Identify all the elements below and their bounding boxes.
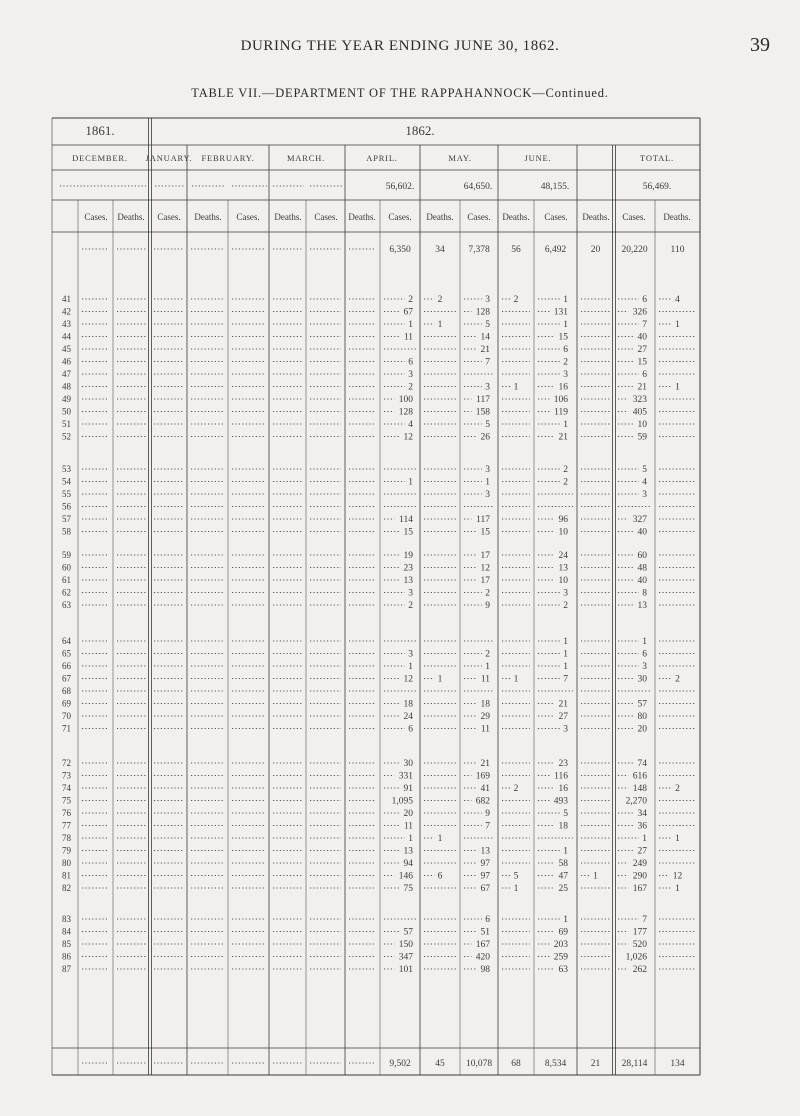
cell-ac: 3 (408, 370, 413, 380)
cell-tc: 20 (637, 724, 647, 735)
summary-tc: 20,220 (621, 245, 648, 255)
cell-td: 1 (675, 320, 680, 330)
table-title: TABLE VII.—DEPARTMENT OF THE RAPPAHANNOCK—Continued. (191, 86, 609, 100)
cell-jc: 27 (558, 712, 568, 722)
cell-ac: 3 (408, 588, 413, 599)
cell-mc: 18 (480, 699, 490, 710)
cell-jc: 16 (558, 382, 568, 393)
cell-ac: 20 (403, 809, 413, 819)
cell-jc: 3 (563, 588, 568, 599)
col-header-cases: Cases. (467, 212, 491, 222)
row-number: 77 (62, 820, 71, 831)
cell-jc: 25 (558, 884, 568, 894)
cell-mc: 41 (480, 784, 490, 794)
row-number: 65 (62, 648, 71, 659)
month-december: DECEMBER. (72, 153, 128, 163)
row-number: 85 (62, 939, 71, 949)
row-number: 46 (62, 356, 71, 367)
cell-ac: 11 (403, 821, 413, 832)
cell-mc: 3 (485, 382, 490, 393)
row-number: 69 (62, 698, 71, 709)
cell-md: 1 (513, 382, 519, 393)
row-number: 71 (62, 723, 71, 734)
row-number: 87 (62, 964, 71, 974)
cell-ac: 101 (398, 965, 413, 975)
cell-jc: 6 (563, 345, 568, 355)
col-header-deaths: Deaths. (426, 212, 454, 222)
summary-mc: 7,378 (468, 245, 490, 255)
cell-ac: 13 (403, 576, 413, 586)
row-number: 73 (62, 770, 71, 781)
summary-td: 110 (670, 245, 685, 255)
cell-ac: 150 (398, 940, 413, 950)
cell-mc: 3 (485, 465, 490, 475)
total-td: 134 (670, 1059, 685, 1069)
cell-jc: 1 (563, 637, 568, 647)
cell-jc: 1 (563, 662, 568, 672)
cell-ac: 15 (403, 527, 413, 538)
cell-jc: 2 (563, 601, 568, 611)
cell-tc: 3 (642, 662, 647, 672)
cell-tc: 177 (632, 927, 647, 938)
cell-tc: 6 (642, 370, 647, 380)
cell-mc: 117 (476, 395, 490, 405)
cell-jc: 1 (563, 649, 568, 660)
row-number: 41 (62, 294, 71, 304)
row-number: 43 (62, 319, 71, 329)
cell-md: 1 (513, 884, 519, 894)
cell-jc: 1 (563, 915, 568, 925)
cell-jc: 116 (554, 771, 568, 782)
month-june: JUNE. (524, 153, 552, 163)
row-number: 44 (62, 331, 71, 342)
row-number: 82 (62, 883, 71, 893)
cell-tc: 249 (632, 859, 647, 869)
cell-ac: 12 (403, 674, 413, 685)
cell-mc: 14 (480, 332, 490, 343)
total-ac: 9,502 (389, 1059, 411, 1069)
cell-tc: 326 (632, 307, 647, 318)
row-number: 53 (62, 464, 71, 474)
cell-tc: 40 (637, 527, 647, 538)
cell-mc: 1 (485, 477, 490, 488)
row-number: 63 (62, 600, 71, 610)
cell-mc: 26 (480, 432, 490, 443)
cell-td: 2 (675, 784, 680, 794)
row-number: 67 (62, 673, 71, 684)
cell-ac: 18 (403, 699, 413, 710)
cell-td: 1 (675, 834, 680, 844)
cell-mc: 51 (480, 927, 490, 938)
cell-ac: 75 (403, 884, 413, 894)
col-header-deaths: Deaths. (194, 212, 222, 222)
cell-tc: 405 (632, 407, 647, 418)
cell-mc: 13 (480, 846, 490, 857)
col-header-deaths: Deaths. (274, 212, 302, 222)
cell-tc: 27 (637, 846, 647, 857)
cell-ac: 67 (403, 307, 413, 318)
row-number: 61 (62, 575, 71, 585)
cell-ad: 6 (437, 871, 443, 882)
cell-mc: 17 (480, 576, 490, 586)
col-header-deaths: Deaths. (348, 212, 376, 222)
cell-jc: 21 (558, 699, 568, 710)
cell-td: 1 (675, 382, 680, 393)
cell-tc: 262 (632, 965, 647, 975)
cell-ac: 13 (403, 846, 413, 857)
row-number: 70 (62, 711, 71, 721)
cell-tc: 30 (637, 674, 647, 685)
row-number: 62 (62, 587, 71, 598)
col-header-deaths: Deaths. (663, 212, 691, 222)
cell-tc: 15 (637, 357, 647, 368)
cell-jc: 1 (563, 846, 568, 857)
cell-tc: 1 (642, 834, 647, 844)
cell-ac: 6 (408, 724, 413, 735)
year-1862: 1862. (405, 123, 435, 138)
year-1861: 1861. (85, 123, 115, 138)
cell-ad: 1 (437, 674, 443, 685)
cell-mc: 158 (475, 407, 490, 418)
cell-jc: 493 (553, 796, 568, 807)
row-number: 80 (62, 858, 71, 868)
summary-ac: 6,350 (389, 245, 411, 255)
col-header-cases: Cases. (388, 212, 412, 222)
cell-mc: 11 (480, 674, 490, 685)
cell-ac: 146 (398, 871, 413, 882)
cell-jc: 1 (563, 320, 568, 330)
cell-jc: 24 (558, 551, 568, 561)
row-number: 60 (62, 562, 71, 573)
cell-jc: 47 (558, 871, 568, 882)
cell-ac: 2 (408, 382, 413, 393)
cell-ac: 1 (408, 662, 413, 672)
strength-april: 56,602. (385, 182, 415, 192)
col-header-deaths: Deaths. (502, 212, 530, 222)
cell-td: 2 (675, 674, 680, 685)
row-number: 78 (62, 833, 71, 843)
month-march: MARCH. (286, 153, 326, 163)
cell-mc: 17 (480, 551, 490, 561)
cell-mc: 98 (480, 965, 490, 975)
cell-tc: 10 (637, 420, 647, 430)
row-number: 45 (62, 344, 71, 354)
cell-td: 12 (672, 871, 683, 882)
cell-mc: 1 (485, 662, 490, 672)
cell-tc: 74 (637, 759, 647, 769)
summary-md: 56 (511, 245, 521, 255)
cell-mc: 21 (480, 759, 490, 769)
cell-jc: 16 (558, 784, 568, 794)
row-number: 79 (62, 845, 71, 856)
row-number: 84 (62, 926, 71, 937)
cell-jc: 96 (558, 515, 568, 525)
col-header-cases: Cases. (157, 212, 181, 222)
total-jd: 21 (590, 1059, 601, 1069)
cell-jc: 119 (554, 407, 568, 418)
row-number: 72 (62, 758, 71, 768)
cell-md: 2 (513, 295, 519, 305)
cell-jc: 18 (558, 821, 568, 832)
cell-jd: 1 (593, 871, 598, 882)
cell-ad: 1 (437, 834, 443, 844)
month-april: APRIL. (366, 153, 398, 163)
cell-mc: 29 (480, 712, 490, 722)
row-number: 51 (62, 419, 71, 429)
cell-mc: 6 (485, 915, 490, 925)
row-number: 50 (62, 406, 71, 417)
running-title: DURING THE YEAR ENDING JUNE 30, 1862. (240, 38, 560, 54)
summary-jc: 6,492 (544, 245, 567, 255)
cell-ac: 2 (408, 601, 413, 611)
cell-ac: 30 (403, 759, 413, 769)
row-number: 66 (62, 661, 71, 671)
cell-jc: 1 (563, 295, 568, 305)
cell-ac: 331 (398, 771, 413, 782)
row-number: 49 (62, 394, 71, 404)
cell-tc: 3 (642, 490, 647, 500)
cell-mc: 169 (475, 771, 490, 782)
month-total: TOTAL. (640, 153, 674, 163)
cell-jc: 2 (563, 477, 568, 488)
cell-ac: 91 (403, 784, 413, 794)
row-number: 55 (62, 489, 71, 499)
cell-ac: 6 (408, 357, 413, 368)
cell-mc: 3 (485, 295, 490, 305)
cell-tc: 13 (637, 601, 647, 611)
cell-md: 1 (513, 674, 519, 685)
cell-jc: 58 (558, 859, 568, 869)
cell-mc: 67 (480, 884, 490, 894)
cell-ac: 1 (408, 477, 413, 488)
cell-mc: 97 (480, 859, 490, 869)
cell-jc: 5 (563, 809, 568, 819)
cell-jc: 10 (558, 527, 568, 538)
col-header-cases: Cases. (622, 212, 646, 222)
cell-jc: 21 (558, 432, 568, 443)
col-header-cases: Cases. (236, 212, 260, 222)
cell-tc: 327 (632, 515, 647, 525)
cell-mc: 2 (485, 588, 490, 599)
cell-mc: 7 (485, 357, 490, 368)
cell-mc: 2 (485, 649, 490, 660)
cell-tc: 6 (642, 295, 647, 305)
cell-mc: 21 (480, 345, 490, 355)
cell-mc: 3 (485, 490, 490, 500)
total-jc: 8,534 (544, 1059, 567, 1069)
cell-jc: 63 (558, 965, 568, 975)
col-header-cases: Cases. (314, 212, 338, 222)
cell-ac: 94 (403, 859, 413, 869)
cell-jc: 23 (558, 759, 568, 769)
cell-mc: 9 (485, 601, 490, 611)
cell-tc: 40 (637, 332, 647, 343)
row-number: 68 (62, 686, 71, 696)
cell-td: 4 (675, 295, 680, 305)
row-number: 42 (62, 306, 71, 317)
month-february: FEBRUARY. (201, 153, 255, 163)
cell-ac: 1 (408, 834, 413, 844)
cell-tc: 7 (642, 915, 647, 925)
cell-md: 2 (513, 784, 519, 794)
cell-jc: 259 (553, 952, 568, 963)
cell-ac: 114 (399, 515, 413, 525)
cell-ad: 2 (437, 295, 443, 305)
cell-tc: 5 (642, 465, 647, 475)
cell-mc: 9 (485, 809, 490, 819)
row-number: 64 (62, 636, 71, 646)
cell-md: 5 (513, 871, 519, 882)
row-number: 56 (62, 501, 71, 512)
cell-ac: 23 (403, 563, 413, 574)
row-number: 47 (62, 369, 71, 379)
cell-tc: 60 (637, 551, 647, 561)
col-header-deaths: Deaths. (117, 212, 145, 222)
cell-tc: 59 (637, 432, 647, 443)
cell-tc: 36 (637, 821, 647, 832)
summary-jd: 20 (590, 245, 601, 255)
cell-tc: 290 (632, 871, 647, 882)
cell-jc: 106 (553, 395, 568, 405)
cell-jc: 131 (553, 307, 568, 318)
cell-tc: 57 (637, 699, 647, 710)
cell-jc: 69 (558, 927, 568, 938)
total-tc: 28,114 (621, 1059, 648, 1069)
cell-jc: 3 (563, 724, 568, 735)
row-number: 58 (62, 526, 71, 537)
cell-jc: 15 (558, 332, 568, 343)
cell-ac: 1 (408, 320, 413, 330)
cell-mc: 7 (485, 821, 490, 832)
cell-jc: 1 (563, 420, 568, 430)
cell-tc: 27 (637, 345, 647, 355)
cell-td: 1 (675, 884, 680, 894)
cell-mc: 11 (480, 724, 490, 735)
cell-mc: 97 (480, 871, 490, 882)
cell-tc: 7 (642, 320, 647, 330)
cell-jc: 2 (563, 465, 568, 475)
cell-tc: 6 (642, 649, 647, 660)
cell-tc: 616 (632, 771, 647, 782)
cell-tc: 2,270 (625, 796, 647, 807)
cell-jc: 7 (563, 674, 568, 685)
row-number: 81 (62, 870, 71, 881)
cell-tc: 1 (642, 637, 647, 647)
summary-ad: 34 (435, 245, 445, 255)
cell-mc: 117 (476, 515, 490, 525)
cell-tc: 21 (637, 382, 647, 393)
cell-tc: 1,026 (625, 952, 647, 963)
cell-ac: 11 (403, 332, 413, 343)
page-number: 39 (750, 34, 770, 56)
cell-ac: 19 (403, 551, 413, 561)
cell-mc: 5 (485, 320, 490, 330)
cell-jc: 2 (563, 357, 568, 368)
col-header-cases: Cases. (84, 212, 108, 222)
col-header-deaths: Deaths. (582, 212, 610, 222)
row-number: 52 (62, 431, 71, 442)
col-header-cases: Cases. (544, 212, 568, 222)
cell-jc: 3 (563, 370, 568, 380)
row-number: 86 (62, 951, 71, 962)
row-number: 75 (62, 795, 71, 806)
cell-mc: 15 (480, 527, 490, 538)
month-january: JANUARY. (145, 153, 193, 163)
cell-ac: 100 (398, 395, 413, 405)
cell-ac: 12 (403, 432, 413, 443)
cell-jc: 10 (558, 576, 568, 586)
cell-tc: 323 (632, 395, 647, 405)
row-number: 74 (62, 783, 71, 793)
cell-ac: 128 (398, 407, 413, 418)
strength-total: 56,469. (642, 182, 672, 192)
cell-ad: 1 (437, 320, 443, 330)
cell-ac: 57 (403, 927, 413, 938)
strength-may: 64,650. (463, 182, 493, 192)
cell-tc: 4 (642, 477, 647, 488)
row-number: 59 (62, 550, 71, 560)
cell-ac: 4 (408, 420, 413, 430)
total-md: 68 (511, 1059, 521, 1069)
cell-tc: 8 (642, 588, 647, 599)
cell-ac: 1,095 (391, 796, 413, 807)
cell-mc: 128 (475, 307, 490, 318)
cell-ac: 3 (408, 649, 413, 660)
cell-jc: 13 (558, 563, 568, 574)
cell-ac: 347 (398, 952, 413, 963)
row-number: 76 (62, 808, 71, 818)
cell-tc: 80 (637, 712, 647, 722)
cell-jc: 203 (553, 940, 568, 950)
cell-mc: 420 (475, 952, 490, 963)
cell-mc: 12 (480, 563, 490, 574)
cell-mc: 682 (475, 796, 490, 807)
cell-ac: 2 (408, 295, 413, 305)
row-number: 83 (62, 914, 71, 924)
cell-mc: 5 (485, 420, 490, 430)
total-mc: 10,078 (465, 1059, 493, 1069)
row-number: 48 (62, 381, 71, 392)
cell-tc: 520 (632, 940, 647, 950)
cell-tc: 148 (632, 784, 647, 794)
month-may: MAY. (448, 153, 472, 163)
strength-june: 48,155. (540, 182, 570, 192)
cell-ac: 24 (403, 712, 413, 722)
cell-tc: 40 (637, 576, 647, 586)
cell-tc: 34 (637, 809, 647, 819)
cell-mc: 167 (475, 940, 490, 950)
cell-tc: 48 (637, 563, 647, 574)
cell-tc: 167 (632, 884, 647, 894)
row-number: 57 (62, 514, 71, 524)
row-number: 54 (62, 476, 71, 487)
total-ad: 45 (435, 1059, 445, 1069)
